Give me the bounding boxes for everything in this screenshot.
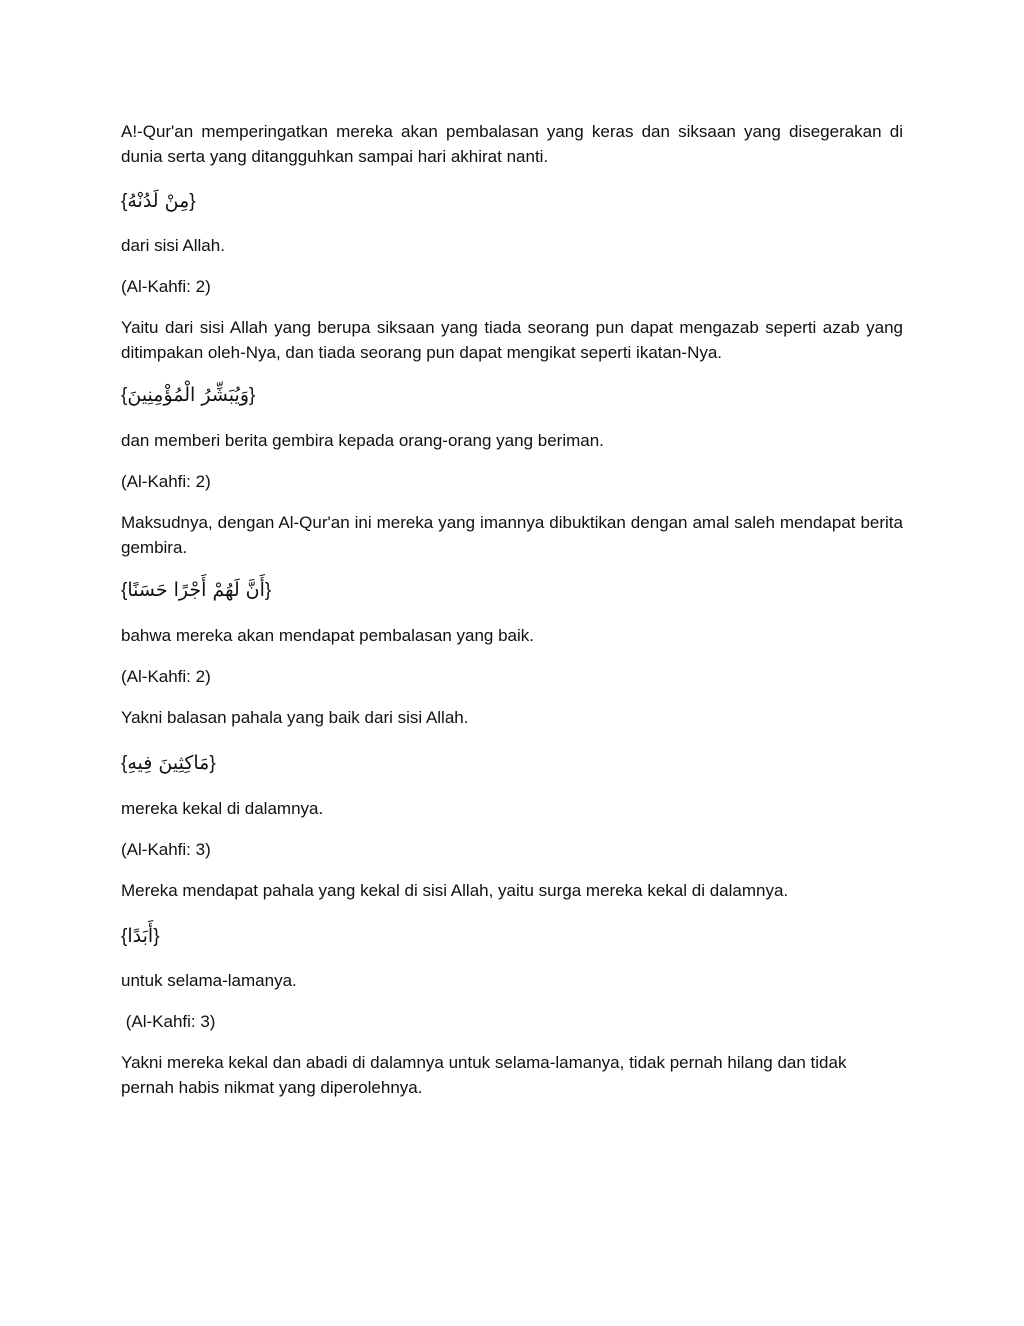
verse-reference: (Al-Kahfi: 3) <box>121 840 211 859</box>
arabic-text: أَبَدًا <box>127 925 154 947</box>
tafsir-paragraph: Yakni mereka kekal dan abadi di dalamnya untuk selama-lamanya, tidak pernah hilang dan tidak pernah habis nikmat yang diperolehnya. <box>121 1053 847 1097</box>
brace-open: { <box>121 753 128 774</box>
translation-line: dari sisi Allah. <box>121 236 225 255</box>
verse-reference: (Al-Kahfi: 2) <box>121 472 211 491</box>
tafsir-paragraph: Yakni balasan pahala yang baik dari sisi Allah. <box>121 708 469 727</box>
arabic-text: مِنْ لَدُنْهُ <box>127 190 190 212</box>
brace-open: { <box>121 926 128 947</box>
tafsir-paragraph: Yaitu dari sisi Allah yang berupa siksaan yang tiada seorang pun dapat mengazab seperti azab yang ditimpakan oleh-Nya, dan tiada seorang pun dapat mengikat seperti ikatan-Nya. <box>121 318 903 362</box>
tafsir-paragraph: Maksudnya, dengan Al-Qur'an ini mereka yang imannya dibuktikan dengan amal saleh mendapat berita gembira. <box>121 513 903 557</box>
translation-line: mereka kekal di dalamnya. <box>121 799 324 818</box>
brace-close: } <box>209 753 216 774</box>
translation-line: dan memberi berita gembira kepada orang-orang yang beriman. <box>121 431 604 450</box>
verse-reference: (Al-Kahfi: 2) <box>121 667 211 686</box>
brace-close: } <box>189 191 196 212</box>
brace-close: } <box>249 385 256 406</box>
arabic-verse <box>121 922 160 951</box>
arabic-text: أَنَّ لَهُمْ أَجْرًا حَسَنًا <box>127 579 265 601</box>
arabic-verse <box>121 381 255 410</box>
translation-line: bahwa mereka akan mendapat pembalasan yang baik. <box>121 626 534 645</box>
arabic-verse <box>121 576 271 605</box>
tafsir-paragraph: Mereka mendapat pahala yang kekal di sisi Allah, yaitu surga mereka kekal di dalamnya. <box>121 881 789 900</box>
brace-open: { <box>121 580 128 601</box>
verse-reference: (Al-Kahfi: 2) <box>121 277 211 296</box>
arabic-verse <box>121 749 216 778</box>
verse-reference: (Al-Kahfi: 3) <box>121 1012 216 1031</box>
brace-close: } <box>153 926 160 947</box>
arabic-text: وَيُبَشِّرُ الْمُؤْمِنِينَ <box>127 384 250 406</box>
translation-line: untuk selama-lamanya. <box>121 971 297 990</box>
tafsir-paragraph: A!-Qur'an memperingatkan mereka akan pembalasan yang keras dan siksaan yang disegerakan di dunia serta yang ditangguhkan sampai hari akhirat nanti. <box>121 122 903 166</box>
arabic-text: مَاكِثِينَ فِيهِ <box>127 752 210 774</box>
brace-open: { <box>121 191 128 212</box>
brace-close: } <box>264 580 272 601</box>
brace-open: { <box>121 385 128 406</box>
arabic-verse <box>121 187 196 216</box>
